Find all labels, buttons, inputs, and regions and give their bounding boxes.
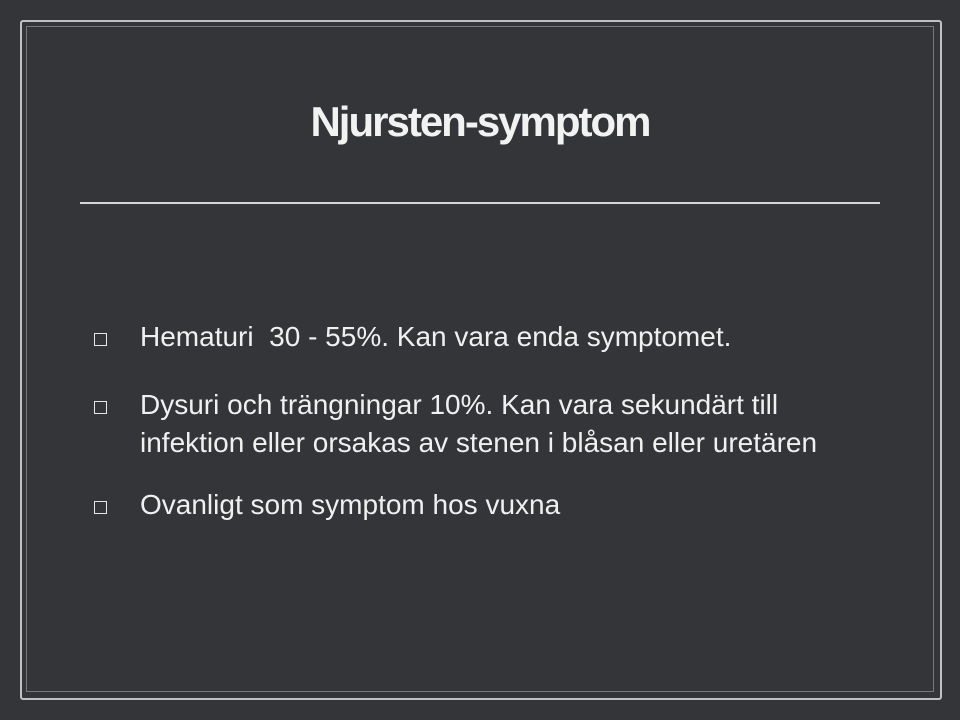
bullet-item <box>94 486 884 524</box>
bullet-text: Hematuri 30 - 55%. Kan vara enda symptomet. <box>140 321 732 352</box>
checkbox-bullet-icon <box>94 401 107 414</box>
bullet-text: Dysuri och trängningar 10%. Kan vara sekundärt till infektion eller orsakas av stenen i blåsan eller uretären <box>140 389 818 458</box>
bullet-list <box>94 318 884 554</box>
bullet-item <box>94 318 884 356</box>
title-divider <box>80 202 880 204</box>
bullet-text: Ovanligt som symptom hos vuxna <box>140 489 561 520</box>
checkbox-bullet-icon <box>94 501 107 514</box>
bullet-item <box>94 386 884 462</box>
slide-title: Njursten-symptom <box>310 98 650 145</box>
checkbox-bullet-icon <box>94 333 107 346</box>
